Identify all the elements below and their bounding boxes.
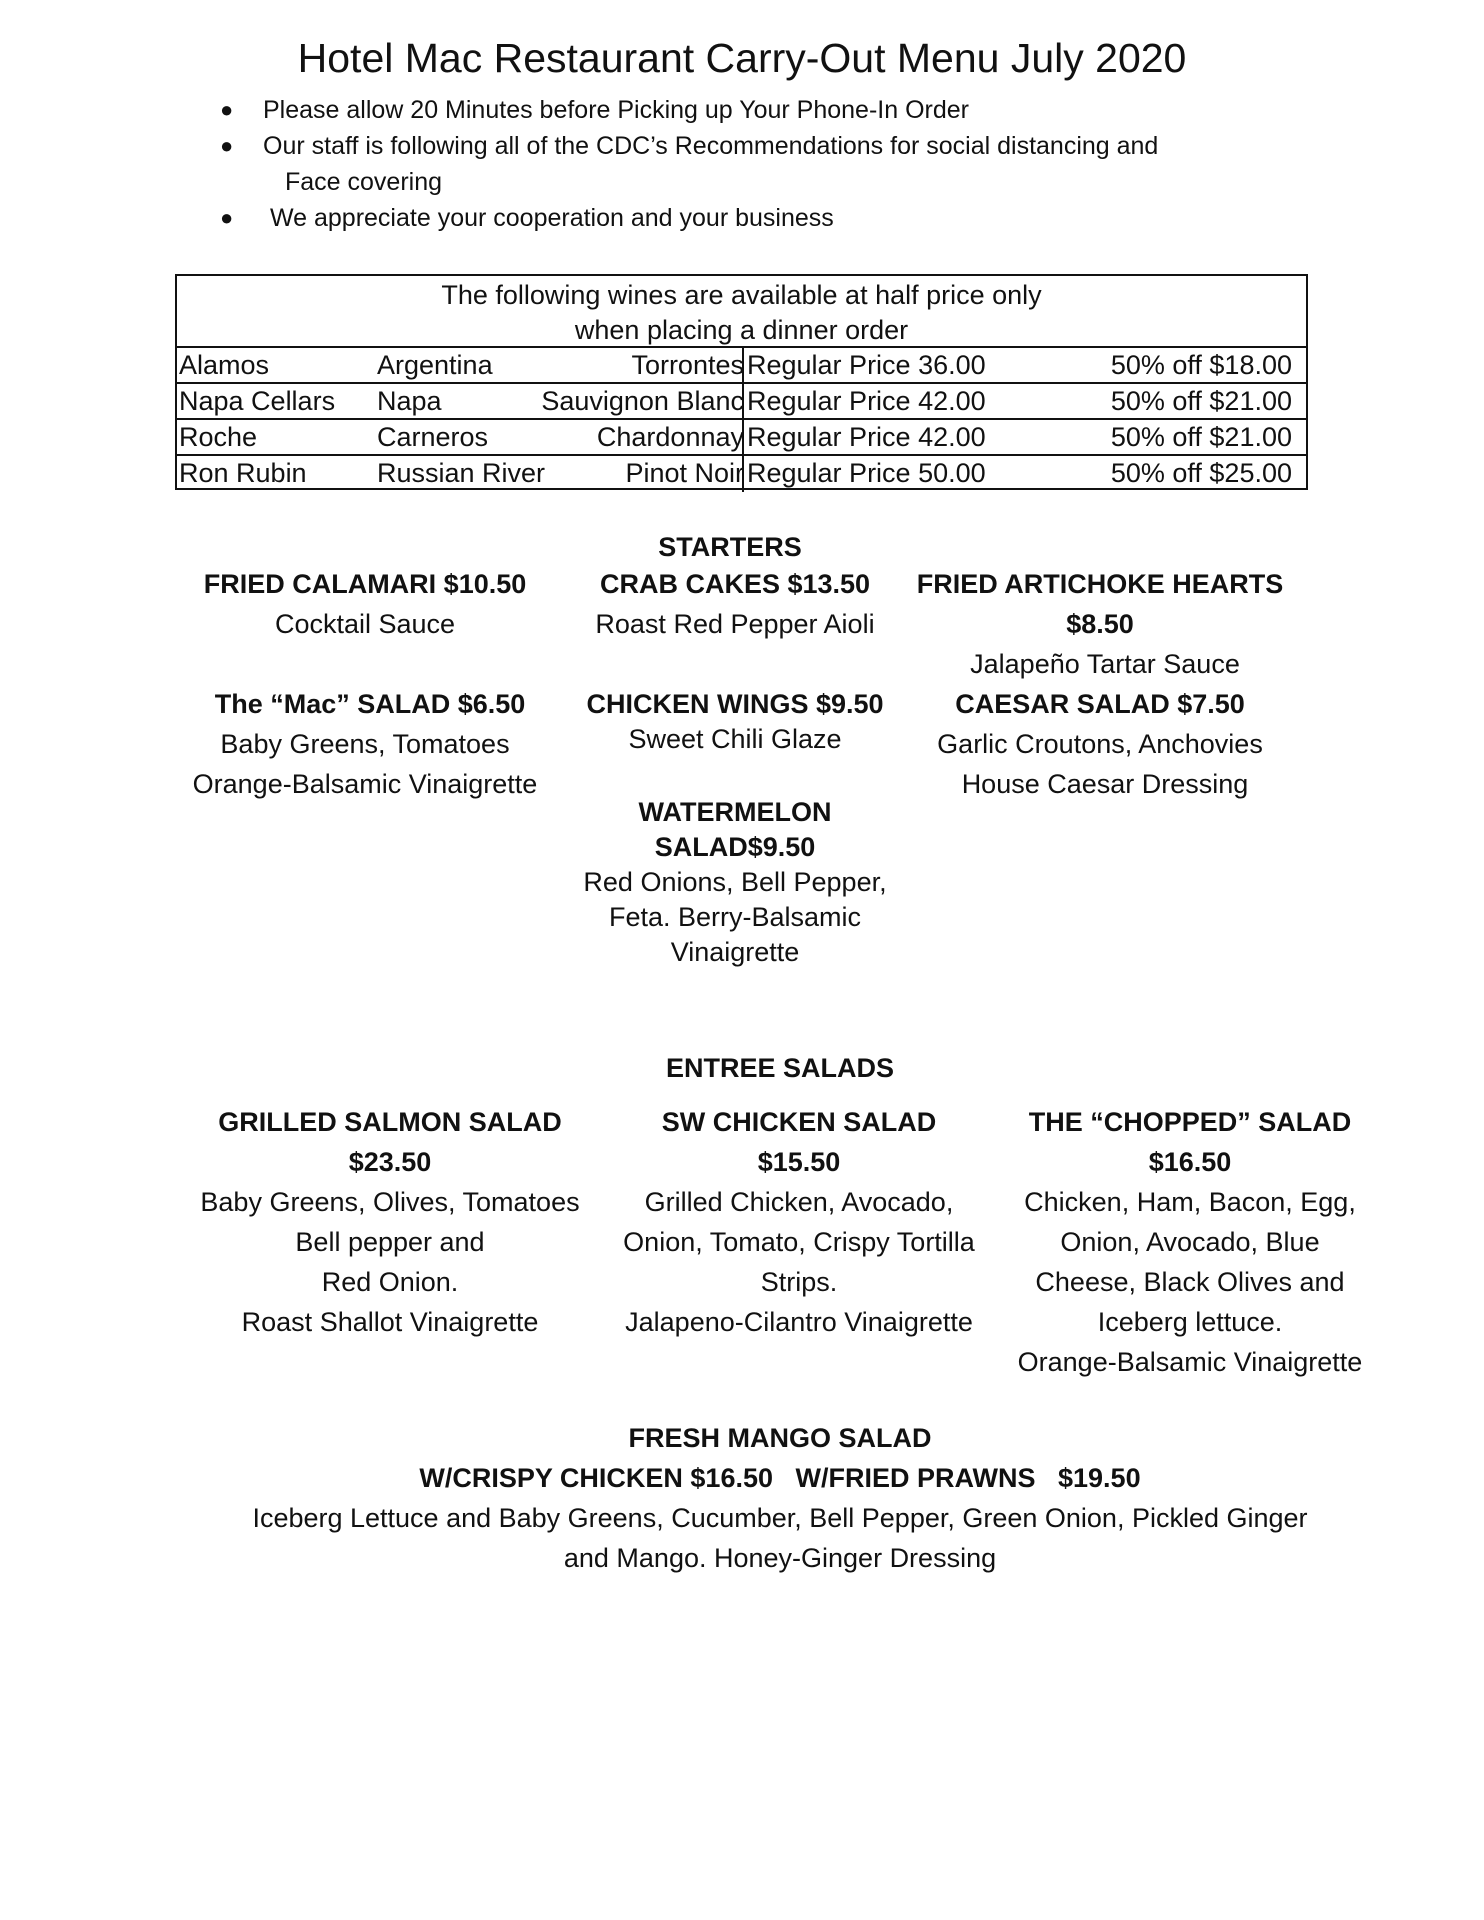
wine-row [177,348,1306,384]
item-description: Baby Greens, Olives, Tomatoes [200,1187,580,1217]
item-name: SALAD$9.50 [654,832,816,862]
column-divider [742,348,744,382]
menu-item-fresh-mango-salad [150,1418,1410,1578]
notice-text: We appreciate your cooperation and your business [270,204,834,232]
item-description: Feta. Berry-Balsamic [608,902,862,932]
menu-item-sw-chicken-salad [598,1102,1000,1342]
wine-regular-price: Regular Price 42.00 [747,422,986,452]
menu-item-chopped-salad [990,1102,1390,1382]
item-description: Sweet Chili Glaze [628,724,842,754]
column-divider [742,384,744,418]
item-description: Iceberg Lettuce and Baby Greens, Cucumber, Bell Pepper, Green Onion, Pickled Ginger [252,1503,1308,1533]
wine-varietal: Pinot Noir [625,458,744,488]
menu-item-chicken-wings [555,687,915,757]
wine-table-header [177,276,1306,348]
notice-list [220,92,1320,236]
wine-half-price: 50% off $21.00 [1110,422,1292,452]
wine-name: Alamos [179,350,270,380]
wine-varietal: Sauvignon Blanc [541,386,744,416]
wine-name: Napa Cellars [179,386,336,416]
item-description: Cheese, Black Olives and [1035,1267,1345,1297]
wine-regular-price: Regular Price 50.00 [747,458,986,488]
wine-header-line: The following wines are available at half price only [441,280,1042,310]
item-description: Bell pepper and [295,1227,485,1257]
menu-item-crab-cakes [555,564,915,644]
wine-row [177,456,1306,492]
wine-half-price: 50% off $21.00 [1110,386,1292,416]
wine-row [177,384,1306,420]
bullet-icon: ● [220,133,234,158]
bullet-icon: ● [220,97,234,122]
wine-half-price: 50% off $18.00 [1110,350,1292,380]
item-name: FRIED ARTICHOKE HEARTS [916,569,1284,599]
starters-heading: STARTERS [658,532,802,562]
wine-region: Carneros [377,422,489,452]
wine-table [175,274,1308,490]
menu-item-fried-calamari [175,564,555,644]
item-price: $16.50 [1148,1147,1232,1177]
notice-text: Please allow 20 Minutes before Picking up Your Phone-In Order [263,96,969,124]
item-description: Red Onions, Bell Pepper, [583,867,887,897]
item-description: Roast Shallot Vinaigrette [241,1307,539,1337]
wine-name: Ron Rubin [179,458,307,488]
notice-text-continued: Face covering [285,168,443,196]
entree-salads-heading: ENTREE SALADS [665,1053,895,1083]
item-price: $15.50 [757,1147,841,1177]
item-name: CAESAR SALAD $7.50 [955,689,1245,719]
item-description: Onion, Avocado, Blue [1060,1227,1320,1257]
item-description: Jalapeño Tartar Sauce [970,649,1240,679]
item-description: Orange-Balsamic Vinaigrette [1017,1347,1363,1377]
item-name: FRIED CALAMARI $10.50 [203,569,527,599]
notice-item [220,128,1320,200]
wine-row [177,420,1306,456]
notice-item [220,92,1320,128]
wine-regular-price: Regular Price 42.00 [747,386,986,416]
menu-item-watermelon-salad [555,795,915,970]
item-name: WATERMELON [638,797,832,827]
item-description: Roast Red Pepper Aioli [595,609,875,639]
item-description: and Mango. Honey-Ginger Dressing [563,1543,997,1573]
wine-region: Napa [377,386,442,416]
column-divider [742,420,744,454]
wine-name: Roche [179,422,258,452]
item-description: Grilled Chicken, Avocado, [644,1187,954,1217]
wine-regular-price: Regular Price 36.00 [747,350,986,380]
wine-region: Russian River [377,458,546,488]
item-name: GRILLED SALMON SALAD [218,1107,562,1137]
item-price: $8.50 [1066,609,1134,639]
item-name: CRAB CAKES $13.50 [599,569,871,599]
item-name: SW CHICKEN SALAD [661,1107,937,1137]
menu-item-mac-salad [175,684,555,804]
column-divider [742,456,744,492]
item-description: House Caesar Dressing [961,769,1249,799]
item-description: Cocktail Sauce [274,609,456,639]
item-price-options: W/CRISPY CHICKEN $16.50 W/FRIED PRAWNS $19.50 [419,1463,1141,1493]
item-name: CHICKEN WINGS $9.50 [586,689,884,719]
wine-varietal: Torrontes [631,350,744,380]
notice-text: Our staff is following all of the CDC’s Recommendations for social distancing and [263,132,1159,160]
menu-item-grilled-salmon-salad [175,1102,605,1342]
bullet-icon: ● [220,205,234,230]
item-description: Garlic Croutons, Anchovies [937,729,1263,759]
item-name: The “Mac” SALAD $6.50 [214,689,526,719]
item-description: Baby Greens, Tomatoes [220,729,510,759]
menu-item-caesar-salad [910,684,1290,804]
wine-half-price: 50% off $25.00 [1110,458,1292,488]
item-description: Chicken, Ham, Bacon, Egg, [1024,1187,1356,1217]
notice-item [220,200,1320,236]
item-description: Orange-Balsamic Vinaigrette [192,769,538,799]
menu-item-fried-artichoke-hearts [890,564,1310,684]
item-description: Vinaigrette [670,937,800,967]
item-description: Red Onion. [321,1267,459,1297]
item-price: $23.50 [348,1147,432,1177]
item-name: FRESH MANGO SALAD [628,1423,932,1453]
wine-region: Argentina [377,350,493,380]
item-description: Strips. [760,1267,838,1297]
page-title: Hotel Mac Restaurant Carry-Out Menu July 2020 [297,35,1187,81]
item-description: Iceberg lettuce. [1097,1307,1283,1337]
item-description: Onion, Tomato, Crispy Tortilla [623,1227,975,1257]
wine-header-line: when placing a dinner order [574,315,909,345]
item-name: THE “CHOPPED” SALAD [1028,1107,1352,1137]
item-description: Jalapeno-Cilantro Vinaigrette [625,1307,973,1337]
wine-varietal: Chardonnay [596,422,744,452]
